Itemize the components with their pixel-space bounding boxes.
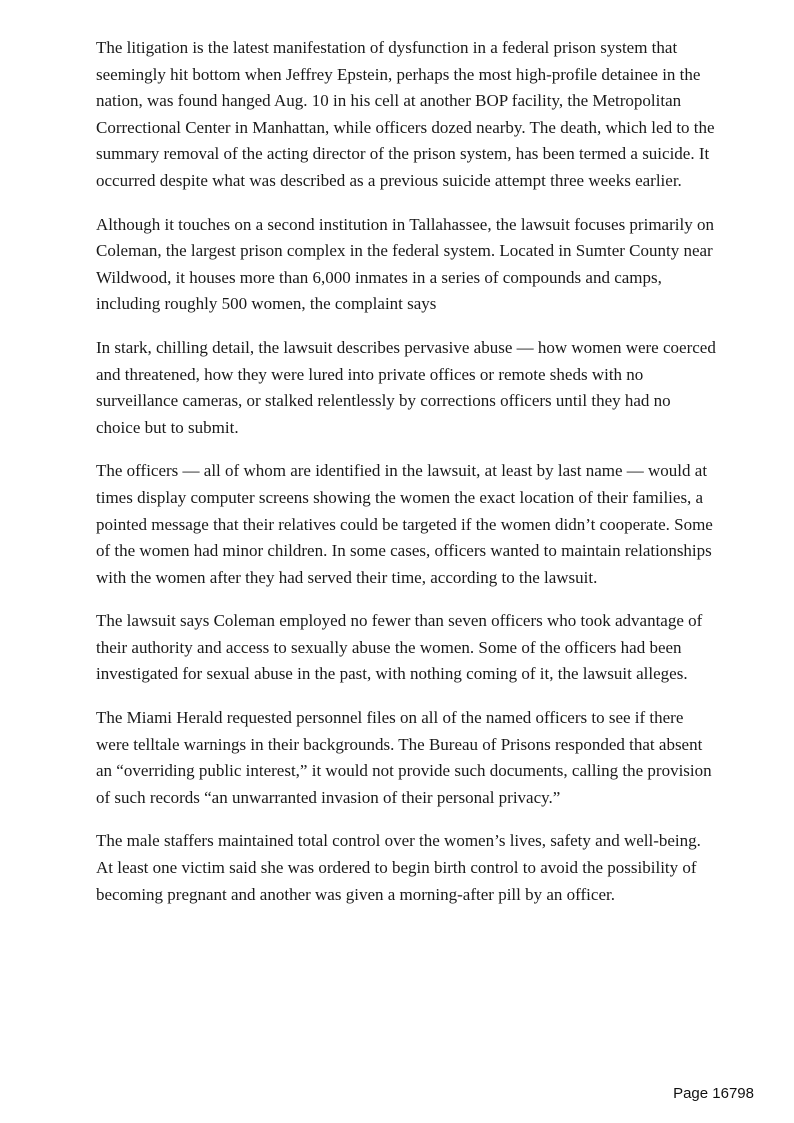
paragraph-officers-threats: The officers — all of whom are identified in the lawsuit, at least by last name — would at times display computer screens showing the women the exact location of their families, a pointed message that their relatives could be targeted if the women didn’t cooperate. Some of the women had minor children. In some cases, officers wanted to maintain relationships with the women after they had served their time, according to the lawsuit. bbox=[96, 461, 713, 587]
paragraph-epstein-context: The litigation is the latest manifestation of dysfunction in a federal prison system that seemingly hit bottom when Jeffrey Epstein, perhaps the most high-profile detainee in the nation, was found hanged Aug. 10 in his cell at another BOP facility, the Metropolitan Correctional Center in Manhattan, while officers dozed nearby. The death, which led to the summary removal of the acting director of the prison system, has been termed a suicide. It occurred despite what was described as a previous suicide attempt three weeks earlier. bbox=[96, 38, 715, 190]
paragraph-staff-control: The male staffers maintained total control over the women’s lives, safety and well-being. At least one victim said she was ordered to begin birth control to avoid the possibility of becoming pregnant and another was given a morning-after pill by an officer. bbox=[96, 831, 701, 904]
paragraph-abuse-detail: In stark, chilling detail, the lawsuit describes pervasive abuse — how women were coerced and threatened, how they were lured into private offices or remote sheds with no surveillance cameras, or stalked relentlessly by corrections officers until they had no choice but to submit. bbox=[96, 337, 716, 437]
article-body bbox=[96, 35, 716, 925]
paragraph-coleman-overview: Although it touches on a second institution in Tallahassee, the lawsuit focuses primarily on Coleman, the largest prison complex in the federal system. Located in Sumter County near Wildwood, it houses more than 6,000 inmates in a series of compounds and camps, including roughly 500 women, the complaint says bbox=[96, 214, 714, 314]
paragraph-seven-officers: The lawsuit says Coleman employed no fewer than seven officers who took advantage of their authority and access to sexually abuse the women. Some of the officers had been investigated for sexual abuse in the past, with nothing coming of it, the lawsuit alleges. bbox=[96, 611, 703, 684]
page-number: Page 16798 bbox=[673, 1085, 754, 1102]
paragraph-personnel-files: The Miami Herald requested personnel files on all of the named officers to see if there were telltale warnings in their backgrounds. The Bureau of Prisons responded that absent an “overriding public interest,” it would not provide such documents, calling the provision of such records “an unwarranted invasion of their personal privacy.” bbox=[96, 708, 712, 807]
